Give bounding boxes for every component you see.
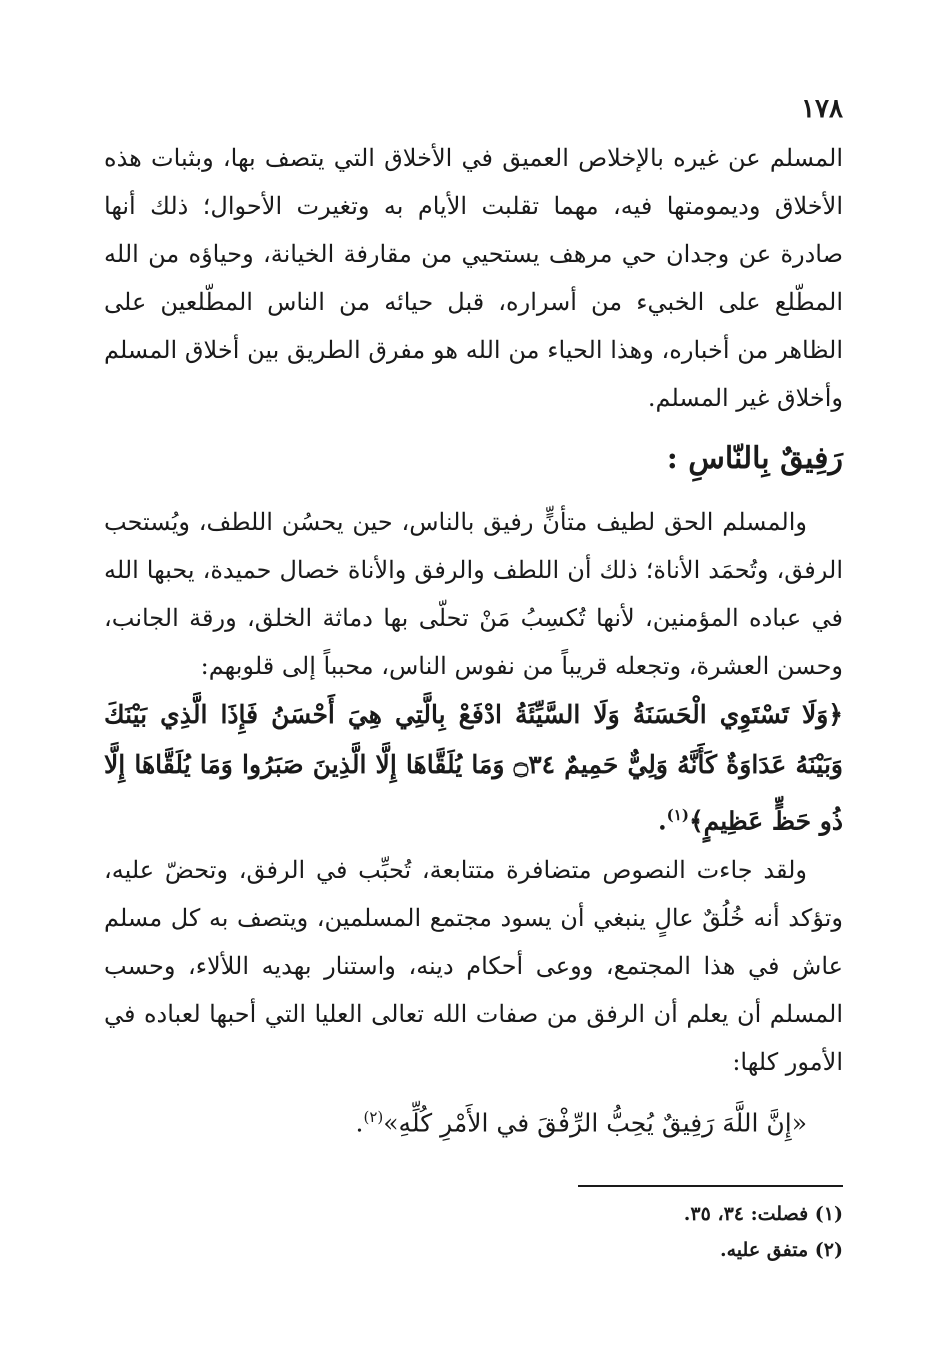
- hadith-block: «إِنَّ اللَّهَ رَفِيقٌ يُحِبُّ الرِّفْقَ في الأَمْرِ كُلِّهِ»$^{(٢)}$.: [355, 1108, 807, 1138]
- intro-paragraph-block: [104, 134, 843, 422]
- paragraph-2: والمسلم الحق لطيف متأنٍّ رفيق بالناس، حين يحسُن اللطف، ويُستحب الرفق، وتُحمَد الأناة؛ ذلك أن اللطف والرفق والأناة خصال حميدة، يحبها الله في عباده المؤمنين، لأنها تُكسِبُ مَنْ تحلّى بها دماثة الخلق، ورقة الجانب، وحسن العشرة، وتجعله قريباً من نفوس الناس، محبباً إلى قلوبهم:: [104, 508, 843, 680]
- paragraph-3: ولقد جاءت النصوص متضافرة متتابعة، تُحبِّب في الرفق، وتحضّ عليه، وتؤكد أنه خُلُقٌ عالٍ ينبغي أن يسود مجتمع المسلمين، ويتصف به كل مسلم عاش في هذا المجتمع، ووعى أحكام دينه، واستنار بهديه اللألاء، وحسب المسلم أن يعلم أن الرفق من صفات الله تعالى العليا التي أحبها لعباده في الأمور كلها:: [104, 856, 843, 1077]
- paragraph-2-block: [104, 498, 843, 690]
- footnote-divider: [578, 1185, 843, 1187]
- quran-verse: ﴿وَلَا تَسْتَوِي الْحَسَنَةُ وَلَا السَّيِّئَةُ ادْفَعْ بِالَّتِي هِيَ أَحْسَنُ فَإِذَا الَّذِي بَيْنَكَ وَبَيْنَهُ عَدَاوَةٌ كَأَنَّهُ وَلِيٌّ حَمِيمٌ ۝٣٤ وَمَا يُلَقَّاهَا إِلَّا الَّذِينَ صَبَرُوا وَمَا يُلَقَّاهَا إِلَّا ذُو حَظٍّ عَظِيمٍ﴾: [104, 700, 843, 836]
- hadith-text: «إِنَّ اللَّهَ رَفِيقٌ يُحِبُّ الرِّفْقَ في الأَمْرِ كُلِّهِ»: [383, 1108, 807, 1138]
- footnote-item: [143, 1232, 843, 1268]
- paragraph-3-block: [104, 846, 843, 1086]
- quran-footnote-ref: (١): [666, 806, 689, 824]
- quran-verse-block: ﴿وَلَا تَسْتَوِي الْحَسَنَةُ وَلَا السَّيِّئَةُ ادْفَعْ بِالَّتِي هِيَ أَحْسَنُ فَإِذَا الَّذِي بَيْنَكَ وَبَيْنَهُ عَدَاوَةٌ كَأَنَّهُ وَلِيٌّ حَمِيمٌ ۝٣٤ وَمَا يُلَقَّاهَا إِلَّا الَّذِينَ صَبَرُوا وَمَا يُلَقَّاهَا إِلَّا ذُو حَظٍّ عَظِيمٍ﴾$^{(١)}$.: [104, 700, 843, 836]
- footnote-text: فصلت: ٣٤، ٣٥.: [683, 1203, 809, 1225]
- intro-paragraph: المسلم عن غيره بالإخلاص العميق في الأخلاق التي يتصف بها، وبثبات هذه الأخلاق وديمومتها فيه، مهما تقلبت الأيام به وتغيرت الأحوال؛ ذلك أنها صادرة عن وجدان حي مرهف يستحيي من مقارفة الخيانة، وحياؤه من الله المطّلع على الخبيء من أسراره، قبل حيائه من الناس المطّلعين على الظاهر من أخباره، وهذا الحياء من الله هو مفرق الطريق بين أخلاق المسلم وأخلاق غير المسلم.: [104, 144, 844, 412]
- hadith-footnote-ref: (٢): [363, 1108, 384, 1127]
- footnotes: [143, 1196, 843, 1268]
- page-number: ١٧٨: [801, 94, 843, 124]
- footnote-number: (١): [814, 1203, 843, 1225]
- page-body: [104, 94, 843, 1149]
- footnote-text: متفق عليه.: [720, 1239, 809, 1261]
- footnote-item: [143, 1196, 843, 1232]
- footnote-number: (٢): [814, 1239, 843, 1261]
- section-heading: رَفِيقٌ بِالنّاسِ :: [666, 441, 843, 476]
